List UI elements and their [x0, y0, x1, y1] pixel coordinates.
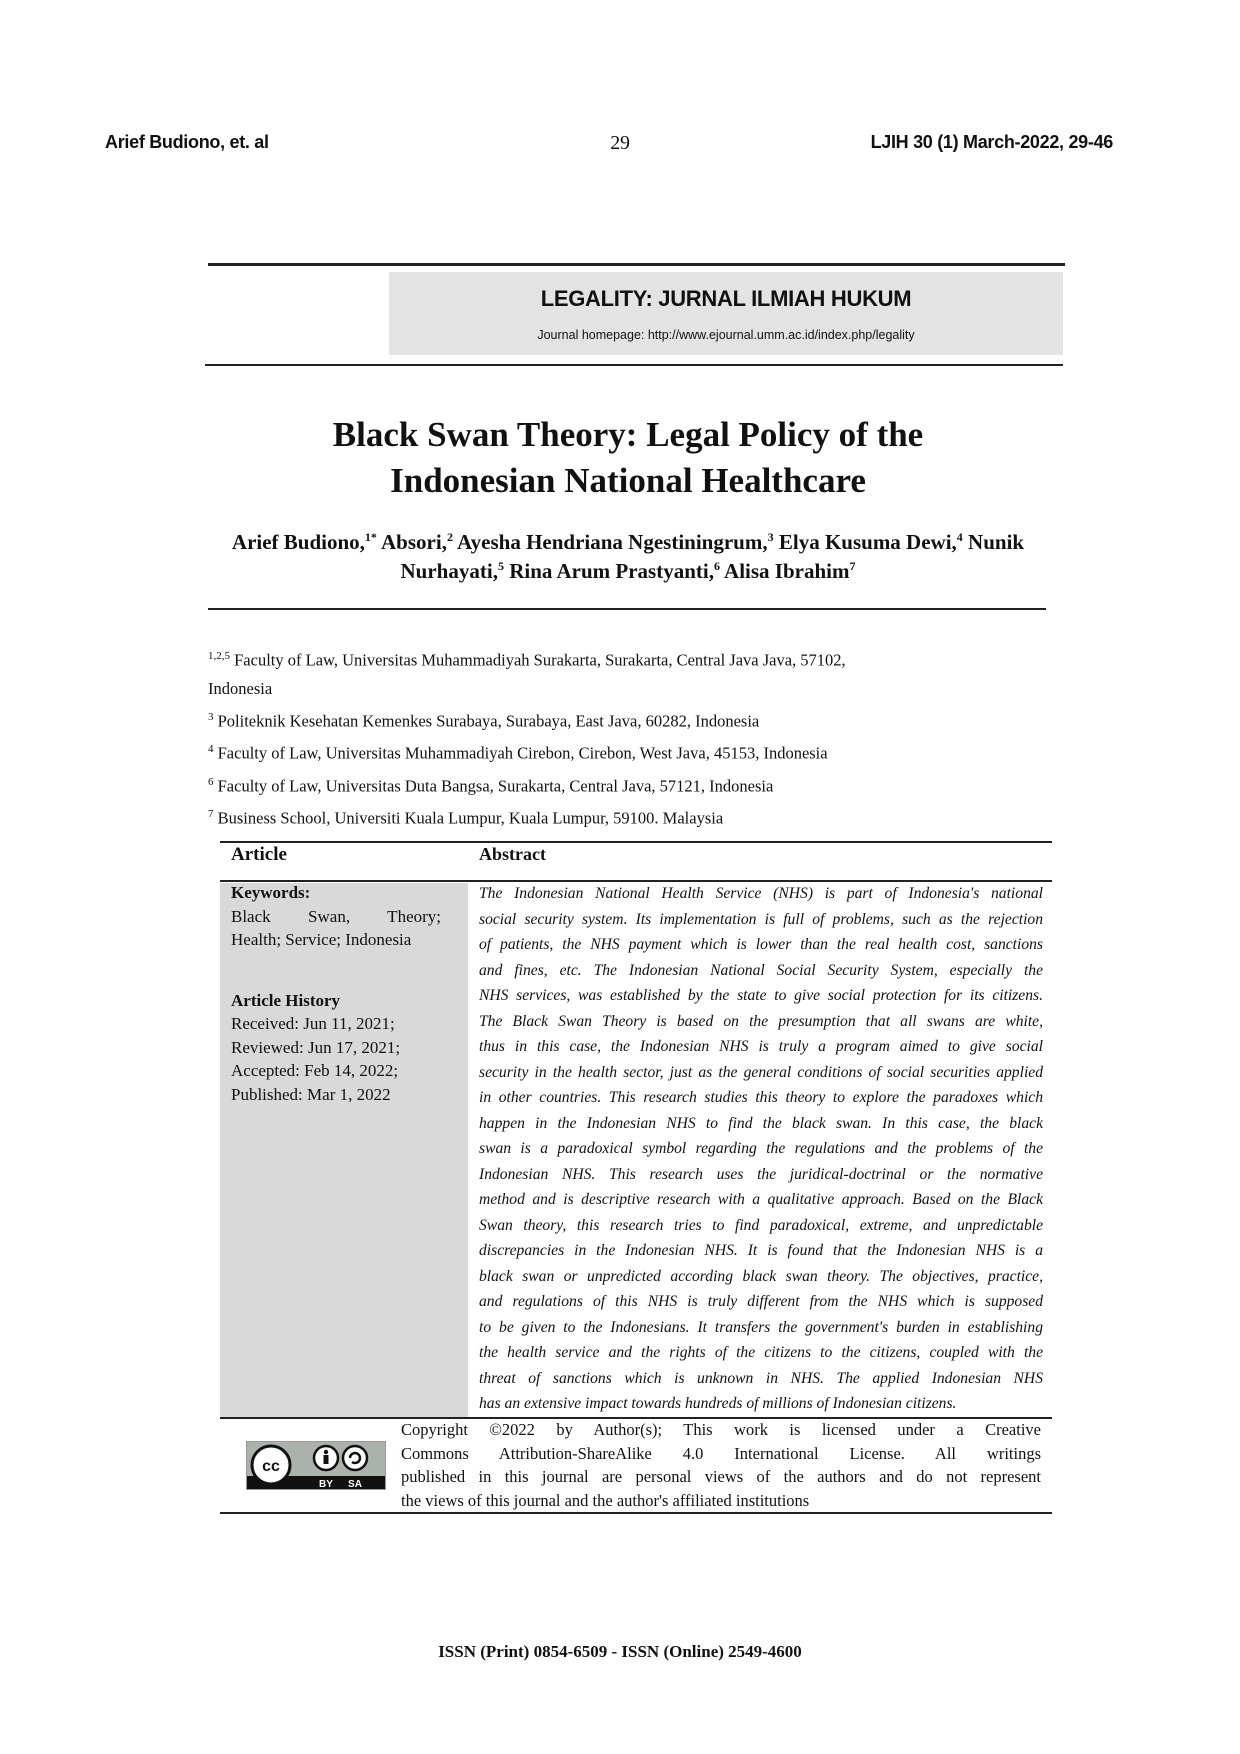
abstract-line: Swan theory, this research tries to find paradoxical, extreme, and unpredictable — [479, 1216, 1043, 1234]
divider — [208, 263, 1065, 266]
license-line: Copyright ©2022 by Author(s); This work is licensed under a Creative — [401, 1420, 1041, 1439]
abstract-line: in other countries. This research studies this theory to explore the paradoxes which — [479, 1089, 1043, 1106]
article-title — [208, 412, 1048, 504]
author-affiliation-mark: 4 — [956, 530, 963, 544]
history-received: Received: Jun 11, 2021; — [231, 1014, 395, 1033]
abstract-line: security in the health sector, just as the general conditions of social securities applied — [479, 1063, 1043, 1081]
divider — [208, 608, 1046, 610]
svg-text:BY: BY — [319, 1479, 333, 1489]
table-top-rule — [220, 841, 1052, 843]
title-line: Black Swan Theory: Legal Policy of the — [332, 415, 924, 454]
affiliations — [208, 642, 1038, 833]
history-reviewed: Reviewed: Jun 17, 2021; — [231, 1037, 401, 1057]
svg-text:SA: SA — [348, 1479, 362, 1489]
affiliation-number: 1,2,5 — [208, 650, 230, 662]
license-text — [401, 1418, 1041, 1512]
abstract-line: thus in this case, the Indonesian NHS is truly a program aimed to give social — [479, 1038, 1043, 1055]
author: Rina Arum Prastyanti, — [509, 559, 714, 583]
abstract-line: and fines, etc. The Indonesian National Social Security System, especially the — [479, 961, 1043, 979]
abstract-line: threat of sanctions which is unknown in NHS. The applied Indonesian NHS — [479, 1369, 1043, 1387]
author-list — [208, 528, 1048, 586]
keywords-line: Black Swan, Theory; — [231, 906, 441, 926]
journal-homepage: Journal homepage: http://www.ejournal.umm.ac.id/index.php/legality — [537, 328, 915, 342]
author-affiliation-mark: 5 — [497, 559, 504, 573]
article-column-header: Article — [231, 844, 287, 865]
history-accepted: Accepted: Feb 14, 2022; — [231, 1061, 399, 1080]
abstract-line: swan is a paradoxical symbol regarding the regulations and the problems of the — [479, 1140, 1043, 1157]
journal-title: LEGALITY: JURNAL ILMIAH HUKUM — [540, 286, 912, 311]
abstract-line: The Indonesian National Health Service (NHS) is part of Indonesia's national — [479, 885, 1043, 902]
author-affiliation-mark: 1* — [364, 530, 377, 544]
page-number: 29 — [610, 132, 630, 154]
abstract-line: has an extensive impact towards hundreds of millions of Indonesian citizens. — [479, 1395, 957, 1412]
table-bottom-rule — [220, 1512, 1052, 1514]
abstract-line: discrepancies in the Indonesian NHS. It is found that the Indonesian NHS is a — [479, 1242, 1043, 1259]
abstract-column-header: Abstract — [479, 844, 546, 864]
author: Arief Budiono, — [231, 530, 365, 554]
author: Alisa Ibrahim — [724, 559, 850, 583]
title-line: Indonesian National Healthcare — [390, 461, 866, 500]
issn-footer: ISSN (Print) 0854-6509 - ISSN (Online) 2549-4600 — [438, 1642, 802, 1661]
affiliation-text: Indonesia — [208, 678, 273, 698]
affiliation-number: 3 — [208, 710, 214, 723]
author-affiliation-mark: 2 — [446, 530, 453, 544]
affiliation-text: Faculty of Law, Universitas Duta Bangsa, Surakarta, Central Java, 57121, Indonesia — [217, 776, 774, 795]
author: Elya Kusuma Dewi, — [778, 530, 957, 554]
author-affiliation-mark: 7 — [849, 559, 856, 573]
running-head-authors: Arief Budiono, et. al — [105, 132, 269, 152]
abstract-line: method and is descriptive research with a qualitative approach. Based on the Black — [479, 1191, 1043, 1208]
affiliation-number: 7 — [208, 808, 214, 820]
author-affiliation-mark: 6 — [713, 559, 720, 573]
running-head-journal: LJIH 30 (1) March-2022, 29-46 — [870, 132, 1113, 152]
affiliation — [208, 642, 1038, 675]
abstract-line: and regulations of this NHS is truly different from the NHS which is supposed — [479, 1293, 1043, 1310]
abstract-line: the health service and the rights of the citizens to the citizens, coupled with the — [479, 1344, 1043, 1361]
affiliation — [208, 735, 1038, 768]
affiliation-number: 6 — [208, 775, 214, 788]
keywords-line: Health; Service; Indonesia — [231, 930, 412, 949]
abstract-line: to be given to the Indonesians. It transfers the government's burden in establishing — [479, 1318, 1043, 1336]
author: Ayesha Hendriana Ngestiningrum, — [457, 530, 768, 554]
cc-by-sa-license-badge — [246, 1441, 386, 1490]
abstract-text — [479, 881, 1043, 1417]
license-line: Commons Attribution-ShareAlike 4.0 International License. All writings — [401, 1443, 1041, 1463]
abstract-line: Indonesian NHS. This research uses the juridical-doctrinal or the normative — [479, 1165, 1043, 1183]
affiliation-text: Politeknik Kesehatan Kemenkes Surabaya, Surabaya, East Java, 60282, Indonesia — [217, 711, 760, 730]
affiliation-text: Faculty of Law, Universitas Muhammadiyah Surakarta, Surakarta, Central Java Java, 57102, — [234, 650, 846, 670]
license-line: published in this journal are personal views of the authors and do not represent — [401, 1467, 1041, 1486]
divider — [205, 364, 1063, 366]
keywords-label: Keywords: — [231, 883, 311, 902]
abstract-line: black swan or unpredicted according black swan theory. The objectives, practice, — [479, 1267, 1043, 1285]
abstract-line: social security system. Its implementation is full of problems, such as the rejection — [479, 910, 1043, 928]
affiliation — [208, 703, 1038, 736]
abstract-line: of patients, the NHS payment which is lower than the real health cost, sanctions — [479, 936, 1043, 953]
creative-commons-icon — [247, 1442, 385, 1489]
license-line: the views of this journal and the author's affiliated institutions — [401, 1490, 810, 1510]
abstract-line: NHS services, was established by the state to give social protection for its citizens. — [479, 987, 1043, 1004]
affiliation-text: Faculty of Law, Universitas Muhammadiyah Cirebon, Cirebon, West Java, 45153, Indonesia — [217, 743, 828, 763]
affiliation-text: Business School, Universiti Kuala Lumpur, Kuala Lumpur, 59100. Malaysia — [217, 808, 724, 828]
abstract-line: The Black Swan Theory is based on the presumption that all swans are white, — [479, 1012, 1043, 1030]
abstract-line: happen in the Indonesian NHS to find the black swan. In this case, the black — [479, 1114, 1043, 1132]
svg-text:cc: cc — [262, 1458, 280, 1475]
history-published: Published: Mar 1, 2022 — [231, 1084, 391, 1104]
affiliation — [208, 800, 1038, 833]
author: Absori, — [381, 530, 447, 554]
affiliation — [208, 768, 1038, 801]
author-affiliation-mark: 3 — [767, 530, 774, 544]
article-info — [231, 881, 441, 1106]
article-history-label: Article History — [231, 990, 341, 1010]
author: Nunik Nurhayati, — [400, 530, 1025, 583]
affiliation-number: 4 — [208, 743, 214, 755]
journal-banner — [389, 272, 1063, 355]
